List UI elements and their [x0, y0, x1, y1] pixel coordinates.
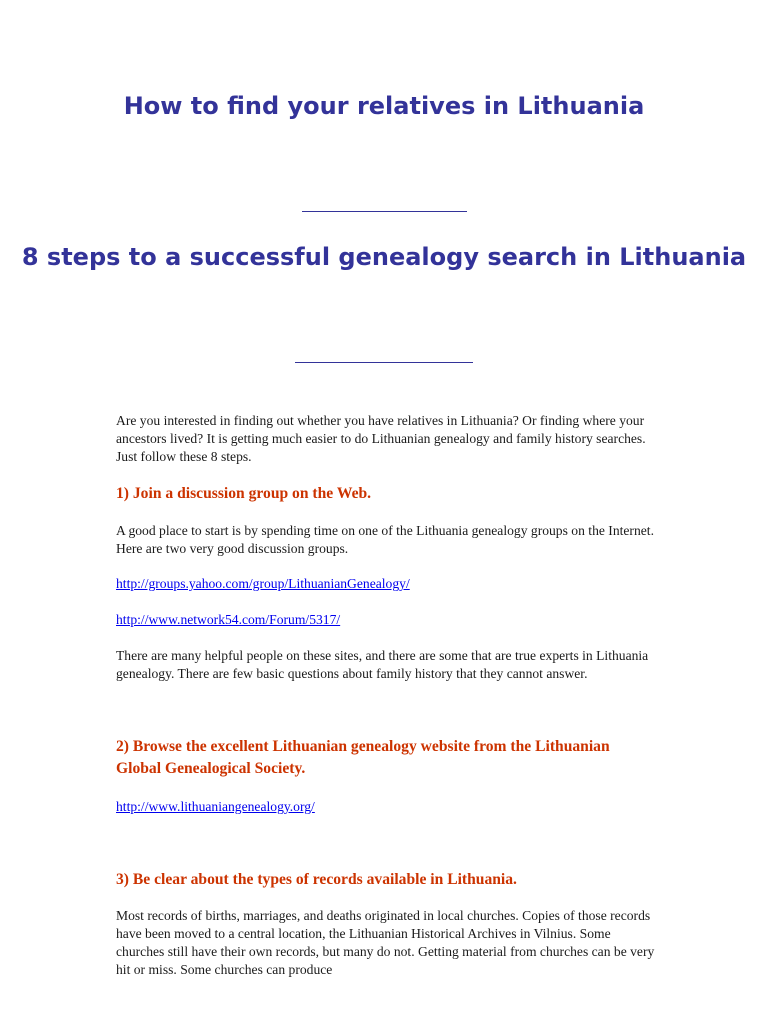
document-title: How to find your relatives in Lithuania	[123, 92, 645, 120]
step-3-heading: 3) Be clear about the types of records available in Lithuania.	[116, 871, 517, 888]
yahoo-group-link[interactable]: http://groups.yahoo.com/group/LithuanianGenealogy/	[116, 576, 410, 591]
step-1-followup-paragraph: There are many helpful people on these sites, and there are some that are true experts in Lithuania genealogy. There are few basic questions about family history that they cannot answer.	[116, 648, 649, 681]
step-3-paragraph: Most records of births, marriages, and deaths originated in local churches. Copies of those records have been moved to a central location, the Lithuanian Historical Archives in Vilnius. Some churches still have their own records, but many do not. Getting material from churches can be very hit or miss. Some churches can produce	[116, 908, 655, 977]
step-1-heading: 1) Join a discussion group on the Web.	[116, 485, 372, 502]
title-divider	[302, 211, 467, 212]
lithuanian-genealogy-link[interactable]: http://www.lithuaniangenealogy.org/	[116, 799, 315, 814]
intro-paragraph: Are you interested in finding out whether you have relatives in Lithuania? Or finding where your ancestors lived? It is getting much easier to do Lithuanian genealogy and family history searches. Just follow these 8 steps.	[116, 413, 646, 464]
document-subtitle: 8 steps to a successful genealogy search in Lithuania	[21, 243, 747, 271]
subtitle-divider	[295, 362, 473, 363]
step-2-heading: 2) Browse the excellent Lithuanian genealogy website from the Lithuanian Global Genealogical Society.	[116, 738, 610, 777]
network54-forum-link[interactable]: http://www.network54.com/Forum/5317/	[116, 612, 341, 627]
step-1-paragraph: A good place to start is by spending time on one of the Lithuania genealogy groups on the Internet. Here are two very good discussion groups.	[116, 523, 654, 556]
